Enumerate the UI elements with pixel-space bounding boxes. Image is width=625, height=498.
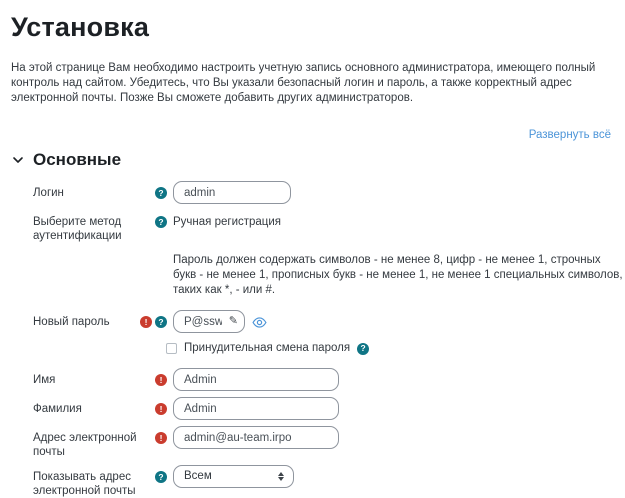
last-name-label: Фамилия <box>33 403 82 416</box>
row-email-visibility <box>11 465 613 498</box>
login-input[interactable] <box>173 181 291 204</box>
help-icon[interactable]: ? <box>155 316 167 328</box>
new-password-label: Новый пароль <box>33 316 110 329</box>
row-auth-method <box>11 210 613 243</box>
pencil-icon: ✎ <box>228 315 238 328</box>
help-icon[interactable]: ? <box>357 343 369 355</box>
email-visibility-select[interactable] <box>173 465 294 488</box>
row-force-password-change <box>166 341 613 356</box>
page-title: Установка <box>11 12 150 42</box>
email-visibility-label: Показывать адрес электронной почты <box>33 471 136 498</box>
row-last-name <box>11 397 613 420</box>
section-header-general[interactable] <box>11 149 613 171</box>
login-label: Логин <box>33 187 64 200</box>
row-first-name <box>11 368 613 391</box>
force-password-change-label[interactable]: Принудительная смена пароля <box>184 342 351 355</box>
help-icon[interactable]: ? <box>155 216 167 228</box>
section-title: Основные <box>33 150 122 170</box>
help-icon[interactable]: ? <box>155 471 167 483</box>
row-new-password <box>11 310 613 333</box>
expand-all-link[interactable]: Развернуть всё <box>528 129 611 142</box>
expand-all-row <box>11 128 613 143</box>
row-email <box>11 426 613 459</box>
email-visibility-selected-value: Всем <box>184 470 212 483</box>
updown-arrows-icon <box>278 472 284 481</box>
password-policy-hint: Пароль должен содержать символов - не менее 8, цифр - не менее 1, строчных букв - не менее 1, прописных букв - не менее 1, не менее 1 специальных символов, таких как *, - или #. <box>173 254 623 297</box>
email-label: Адрес электронной почты <box>33 432 137 459</box>
first-name-label: Имя <box>33 374 56 387</box>
required-icon: ! <box>140 316 152 328</box>
required-icon: ! <box>155 432 167 444</box>
email-input[interactable] <box>173 426 339 449</box>
first-name-input[interactable] <box>173 368 339 391</box>
new-password-input[interactable] <box>173 310 245 333</box>
auth-method-label: Выберите метод аутентификации <box>33 216 122 243</box>
row-login <box>11 181 613 204</box>
required-icon: ! <box>155 374 167 386</box>
last-name-input[interactable] <box>173 397 339 420</box>
required-icon: ! <box>155 403 167 415</box>
help-icon[interactable]: ? <box>155 187 167 199</box>
auth-method-value: Ручная регистрация <box>173 216 282 229</box>
force-password-change-checkbox[interactable] <box>166 343 177 354</box>
eye-icon[interactable] <box>252 316 267 328</box>
chevron-down-icon <box>12 154 24 166</box>
page-description: На этой странице Вам необходимо настроить учетную запись основного администратора, имеющего полный контроль над сайтом. Убедитесь, что Вы указали безопасный логин и пароль, а также корректный адрес электронной почты. Позже Вы сможете добавить других администраторов. <box>11 62 596 105</box>
